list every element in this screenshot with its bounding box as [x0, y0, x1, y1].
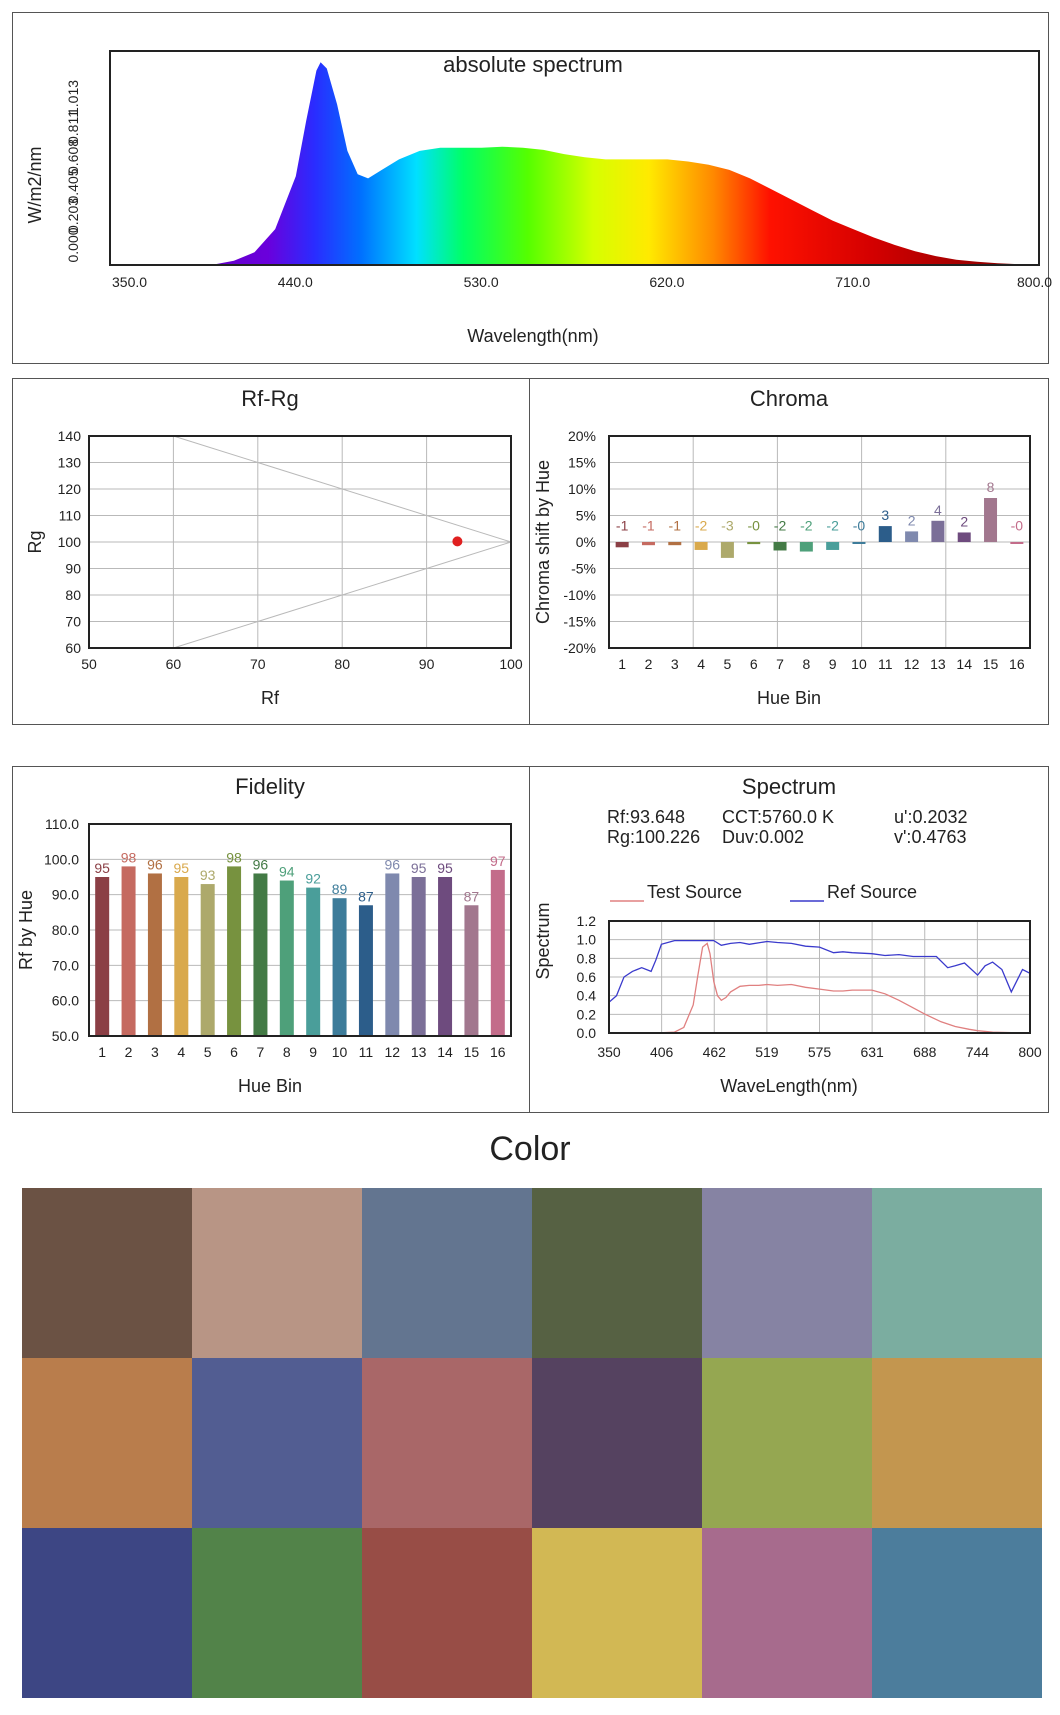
fidelity-bar-label: 97: [490, 852, 506, 869]
color-swatch: [362, 1528, 532, 1698]
y-tick-label: 0.608: [65, 138, 81, 175]
y-tick-label: 110: [58, 507, 81, 524]
y-tick-label: 0.203: [65, 197, 81, 234]
y-tick-label: 0.0: [576, 1025, 596, 1041]
color-swatch: [872, 1528, 1042, 1698]
color-swatch: [872, 1188, 1042, 1358]
fidelity-bar: [280, 881, 294, 1036]
chroma-bar: [668, 542, 681, 545]
color-section-title: Color: [489, 1130, 571, 1168]
fidelity-bar-label: 95: [173, 860, 190, 876]
fidelity-bar-label: 93: [199, 867, 216, 884]
chroma-bar-label: 2: [960, 513, 969, 530]
duv-value: Duv:0.002: [722, 827, 805, 847]
spectrum-area: [110, 62, 1039, 265]
x-tick-label: 8: [282, 1044, 291, 1060]
fidelity-bar: [333, 898, 347, 1036]
v-prime-value: v':0.4763: [894, 827, 967, 847]
x-tick-label: 350: [597, 1044, 621, 1060]
y-tick-label: -20%: [563, 640, 596, 656]
x-tick-label: 530.0: [463, 274, 499, 290]
color-swatch: [532, 1358, 702, 1528]
x-tick-label: 7: [776, 656, 784, 672]
spectrum-chart: [530, 767, 1050, 1114]
absolute-spectrum-panel: [12, 12, 1053, 364]
fidelity-bar: [253, 873, 267, 1036]
fidelity-bar-label: 96: [147, 856, 163, 873]
x-tick-label: 16: [1009, 656, 1025, 672]
chroma-bar: [774, 542, 787, 550]
x-tick-label: 462: [702, 1044, 726, 1060]
y-tick-label: 100: [57, 534, 81, 550]
legend-ref-label: Ref Source: [827, 882, 918, 902]
y-tick-label: -10%: [563, 587, 596, 603]
y-tick-label: 110.0: [45, 816, 79, 832]
x-tick-label: 90: [418, 656, 435, 672]
rf-value: Rf:93.648: [607, 807, 686, 827]
x-tick-label: 631: [860, 1044, 884, 1060]
y-tick-label: 20%: [567, 428, 596, 444]
rf-rg-chart: [13, 379, 531, 726]
color-swatch: [22, 1358, 192, 1528]
chroma-chart: [530, 379, 1050, 726]
x-tick-label: 744: [965, 1044, 990, 1060]
x-tick-label: 2: [644, 656, 653, 672]
fidelity-bar: [491, 870, 505, 1036]
x-axis-label: Wavelength(nm): [467, 326, 599, 346]
fidelity-bar: [438, 877, 452, 1036]
y-tick-label: 15%: [567, 454, 596, 471]
x-tick-label: 60: [165, 656, 182, 672]
cct-value: CCT:5760.0 K: [722, 807, 835, 827]
fidelity-bar: [464, 905, 478, 1036]
x-tick-label: 7: [256, 1044, 265, 1060]
x-tick-label: 2: [124, 1044, 133, 1060]
y-axis-label: Spectrum: [533, 902, 553, 980]
x-tick-label: 440.0: [277, 274, 313, 290]
rf-rg-panel: [12, 378, 530, 725]
chroma-bar: [616, 542, 629, 547]
fidelity-bar-label: 87: [463, 888, 480, 905]
chroma-bar: [747, 542, 760, 544]
x-tick-label: 6: [749, 656, 758, 672]
fidelity-bar: [95, 877, 109, 1036]
color-swatch: [702, 1358, 872, 1528]
color-swatch: [872, 1358, 1042, 1528]
fidelity-bar: [306, 888, 320, 1036]
y-tick-label: 70.0: [51, 957, 79, 974]
x-tick-label: 10: [851, 656, 867, 672]
y-tick-label: 0.6: [576, 969, 596, 985]
fidelity-bar-label: 92: [305, 870, 321, 887]
x-tick-label: 5: [723, 656, 732, 672]
y-tick-label: 100.0: [43, 851, 79, 868]
x-tick-label: 1: [618, 656, 627, 672]
fidelity-bar-label: 95: [437, 860, 453, 876]
x-axis-label: WaveLength(nm): [720, 1076, 858, 1096]
color-swatch: [532, 1188, 702, 1358]
fidelity-bar: [174, 877, 188, 1036]
fidelity-bar-label: 95: [94, 860, 110, 876]
y-tick-label: 90: [65, 560, 81, 577]
x-tick-label: 70: [250, 656, 266, 672]
x-tick-label: 6: [230, 1044, 238, 1060]
fidelity-bar-label: 98: [120, 849, 137, 866]
x-tick-label: 14: [437, 1044, 453, 1060]
chroma-bar: [905, 531, 918, 542]
y-tick-label: -5%: [571, 560, 596, 577]
x-tick-label: 50: [81, 656, 97, 672]
fidelity-bar-label: 89: [331, 881, 348, 898]
x-tick-label: 12: [903, 656, 920, 672]
chroma-bar: [879, 526, 892, 542]
y-tick-label: 70: [65, 613, 81, 630]
x-tick-label: 519: [755, 1044, 779, 1060]
fidelity-bar-label: 96: [252, 856, 269, 873]
chart-title: Spectrum: [741, 774, 837, 799]
x-tick-label: 4: [177, 1044, 186, 1060]
y-tick-label: 60: [65, 640, 81, 656]
spectrum-panel: [529, 766, 1049, 1113]
x-tick-label: 100: [499, 656, 523, 672]
x-tick-label: 4: [697, 656, 705, 672]
x-tick-label: 12: [384, 1044, 401, 1060]
chroma-bar-label: -2: [826, 517, 839, 534]
chroma-bar: [826, 542, 839, 550]
y-tick-label: 0.000: [65, 227, 81, 263]
fidelity-bar-label: 94: [279, 863, 295, 880]
x-tick-label: 800.0: [1017, 274, 1053, 290]
chroma-bar-label: -2: [694, 517, 708, 534]
color-swatch: [192, 1358, 362, 1528]
y-tick-label: 1.2: [576, 913, 596, 929]
x-tick-label: 800: [1018, 1044, 1042, 1060]
y-tick-label: 0.405: [65, 168, 81, 204]
chroma-panel: [529, 378, 1049, 725]
color-swatch: [532, 1528, 702, 1698]
chroma-bar: [931, 521, 944, 542]
u-prime-value: u':0.2032: [894, 807, 968, 827]
fidelity-bar: [359, 905, 373, 1036]
chroma-bar-label: 3: [881, 507, 890, 524]
chroma-bar-label: -3: [721, 517, 734, 534]
fidelity-bar-label: 87: [358, 888, 374, 905]
fidelity-bar: [122, 866, 136, 1036]
chroma-bar-label: -1: [668, 517, 682, 534]
y-tick-label: 5%: [575, 507, 596, 524]
y-axis-label: Rg: [25, 530, 45, 554]
y-tick-label: 50.0: [51, 1028, 79, 1044]
x-tick-label: 1: [98, 1044, 107, 1060]
y-tick-label: 140: [57, 428, 81, 444]
chroma-bar-label: -0: [747, 517, 760, 534]
x-tick-label: 406: [649, 1044, 674, 1060]
y-axis-label: Chroma shift by Hue: [533, 459, 553, 625]
chroma-bar: [721, 542, 734, 558]
x-tick-label: 15: [982, 656, 999, 672]
chroma-bar-label: -2: [800, 517, 813, 534]
x-tick-label: 13: [410, 1044, 427, 1060]
rg-value: Rg:100.226: [607, 827, 701, 847]
fidelity-chart: [13, 767, 531, 1114]
y-tick-label: 0.2: [576, 1006, 596, 1023]
color-swatch: [702, 1188, 872, 1358]
y-tick-label: 80.0: [51, 922, 79, 938]
fidelity-bar-label: 98: [226, 849, 242, 866]
chart-title: absolute spectrum: [443, 52, 623, 77]
fidelity-bar-label: 95: [410, 860, 427, 876]
chroma-bar-label: -0: [852, 517, 866, 534]
color-swatch-grid: [22, 1188, 1042, 1698]
chart-title: Fidelity: [235, 774, 305, 799]
fidelity-bar: [201, 884, 215, 1036]
color-swatch: [362, 1358, 532, 1528]
x-tick-label: 688: [913, 1044, 937, 1060]
y-tick-label: 0%: [575, 534, 596, 550]
x-tick-label: 15: [463, 1044, 480, 1060]
y-tick-label: 0.8: [576, 950, 596, 967]
fidelity-bar: [148, 873, 162, 1036]
chroma-bar-label: 4: [934, 501, 942, 518]
color-swatch: [362, 1188, 532, 1358]
chroma-bar-label: 2: [907, 512, 916, 529]
chroma-bar: [984, 498, 997, 542]
absolute-spectrum-chart: [13, 13, 1053, 365]
x-tick-label: 14: [956, 656, 973, 672]
chart-title: Chroma: [749, 386, 829, 411]
color-swatch: [22, 1188, 192, 1358]
chroma-bar-label: -2: [773, 517, 787, 534]
x-tick-label: 16: [490, 1044, 506, 1060]
fidelity-bar: [385, 873, 399, 1036]
x-tick-label: 13: [930, 656, 946, 672]
chroma-bar: [852, 542, 865, 544]
y-tick-label: 0.4: [576, 987, 596, 1004]
color-swatch: [22, 1528, 192, 1698]
chroma-bar-label: -1: [615, 517, 629, 534]
chroma-bar: [695, 542, 708, 550]
x-tick-label: 3: [151, 1044, 159, 1060]
color-swatch: [702, 1528, 872, 1698]
chart-title: Rf-Rg: [241, 386, 299, 411]
y-tick-label: 1.0: [576, 931, 596, 948]
chroma-bar-label: -0: [1010, 517, 1024, 534]
x-tick-label: 11: [878, 656, 893, 672]
chroma-bar: [642, 542, 655, 545]
y-tick-label: 90.0: [51, 886, 79, 903]
color-swatch: [192, 1188, 362, 1358]
x-tick-label: 710.0: [835, 274, 871, 290]
y-tick-label: 80: [65, 587, 81, 603]
fidelity-bar-label: 96: [384, 856, 401, 873]
chroma-bar: [958, 532, 971, 542]
x-tick-label: 8: [802, 656, 811, 672]
x-axis-label: Rf: [261, 688, 279, 708]
chroma-bar: [800, 542, 813, 552]
color-swatch: [192, 1528, 362, 1698]
fidelity-bar: [227, 866, 241, 1036]
x-tick-label: 9: [828, 656, 837, 672]
x-tick-label: 575: [807, 1044, 832, 1060]
x-tick-label: 80: [334, 656, 350, 672]
legend-test-label: Test Source: [647, 882, 743, 902]
x-tick-label: 3: [670, 656, 679, 672]
rf-rg-point: [452, 536, 462, 546]
x-tick-label: 10: [331, 1044, 348, 1060]
y-tick-label: 60.0: [51, 992, 79, 1009]
x-tick-label: 5: [203, 1044, 212, 1060]
y-tick-label: 1.013: [65, 79, 81, 116]
fidelity-bar: [412, 877, 426, 1036]
chroma-bar: [1010, 542, 1023, 544]
y-tick-label: 10%: [567, 481, 596, 497]
x-axis-label: Hue Bin: [237, 1076, 303, 1096]
x-tick-label: 620.0: [649, 274, 685, 290]
y-tick-label: 120: [57, 481, 81, 497]
fidelity-panel: [12, 766, 530, 1113]
y-tick-label: 0.811: [65, 110, 81, 144]
y-axis-label: W/m2/nm: [25, 146, 45, 224]
chroma-bar-label: 8: [986, 479, 995, 496]
x-tick-label: 9: [309, 1044, 318, 1060]
y-tick-label: 130: [57, 454, 81, 471]
x-tick-label: 11: [358, 1044, 374, 1060]
y-axis-label: Rf by Hue: [16, 889, 36, 971]
chroma-bar-label: -1: [642, 517, 655, 534]
x-axis-label: Hue Bin: [756, 688, 822, 708]
y-tick-label: -15%: [563, 613, 596, 630]
x-tick-label: 350.0: [112, 274, 148, 290]
